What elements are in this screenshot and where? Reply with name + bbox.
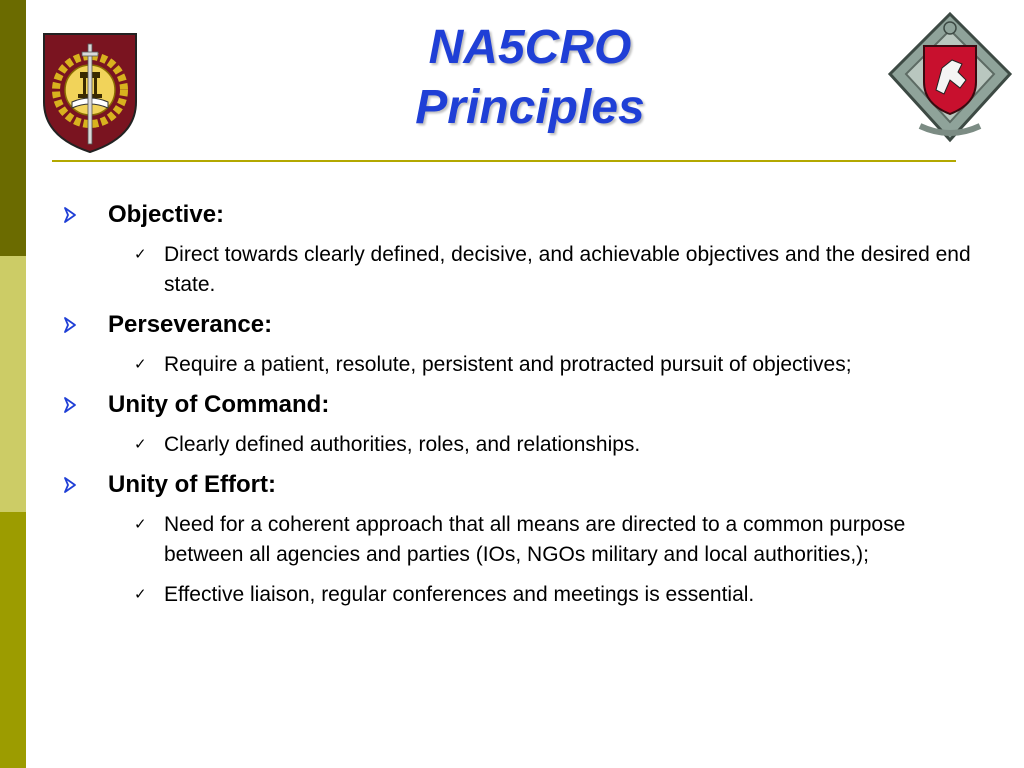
section-point: Effective liaison, regular conferences and meetings is essential. xyxy=(164,583,755,606)
slide-title-line2: Principles xyxy=(415,81,645,134)
section-point: Need for a coherent approach that all means are directed to a common purpose between all agencies and parties (IOs, NGOs military and local authorities,); xyxy=(164,513,906,566)
section-objective xyxy=(60,200,990,300)
slide-title xyxy=(300,18,760,138)
bullet-level2 xyxy=(60,510,990,570)
section-heading: Unity of Effort: xyxy=(108,471,276,498)
section-heading: Perseverance: xyxy=(108,311,273,338)
knight-badge-icon xyxy=(880,8,1020,148)
side-color-bar xyxy=(0,0,26,768)
checkmark-icon: ✓ xyxy=(134,586,147,603)
bullet-level1 xyxy=(60,200,990,230)
section-perseverance xyxy=(60,310,990,380)
bullet-level1 xyxy=(60,390,990,420)
arrowhead-icon xyxy=(60,474,82,496)
military-academy-shield-icon xyxy=(42,32,138,154)
bullet-level2 xyxy=(60,580,990,610)
side-bar-segment-bottom xyxy=(0,512,26,768)
checkmark-icon: ✓ xyxy=(134,356,147,373)
section-unity-of-command xyxy=(60,390,990,460)
bullet-level2 xyxy=(60,240,990,300)
section-heading: Objective: xyxy=(108,201,225,228)
bullet-level1 xyxy=(60,310,990,340)
section-unity-of-effort xyxy=(60,470,990,610)
section-heading: Unity of Command: xyxy=(108,391,330,418)
arrowhead-icon xyxy=(60,394,82,416)
section-point: Clearly defined authorities, roles, and relationships. xyxy=(164,433,641,456)
bullet-level1 xyxy=(60,470,990,500)
checkmark-icon: ✓ xyxy=(134,246,147,263)
checkmark-icon: ✓ xyxy=(134,436,147,453)
section-point: Require a patient, resolute, persistent and protracted pursuit of objectives; xyxy=(164,353,852,376)
arrowhead-icon xyxy=(60,204,82,226)
slide-title-line1: NA5CRO xyxy=(428,21,632,74)
title-divider xyxy=(52,160,956,162)
slide-body xyxy=(60,200,990,620)
bullet-level2 xyxy=(60,430,990,460)
side-bar-segment-top xyxy=(0,0,26,256)
side-bar-segment-middle xyxy=(0,256,26,512)
bullet-level2 xyxy=(60,350,990,380)
arrowhead-icon xyxy=(60,314,82,336)
checkmark-icon: ✓ xyxy=(134,516,147,533)
section-point: Direct towards clearly defined, decisive, and achievable objectives and the desired end state. xyxy=(164,243,971,296)
